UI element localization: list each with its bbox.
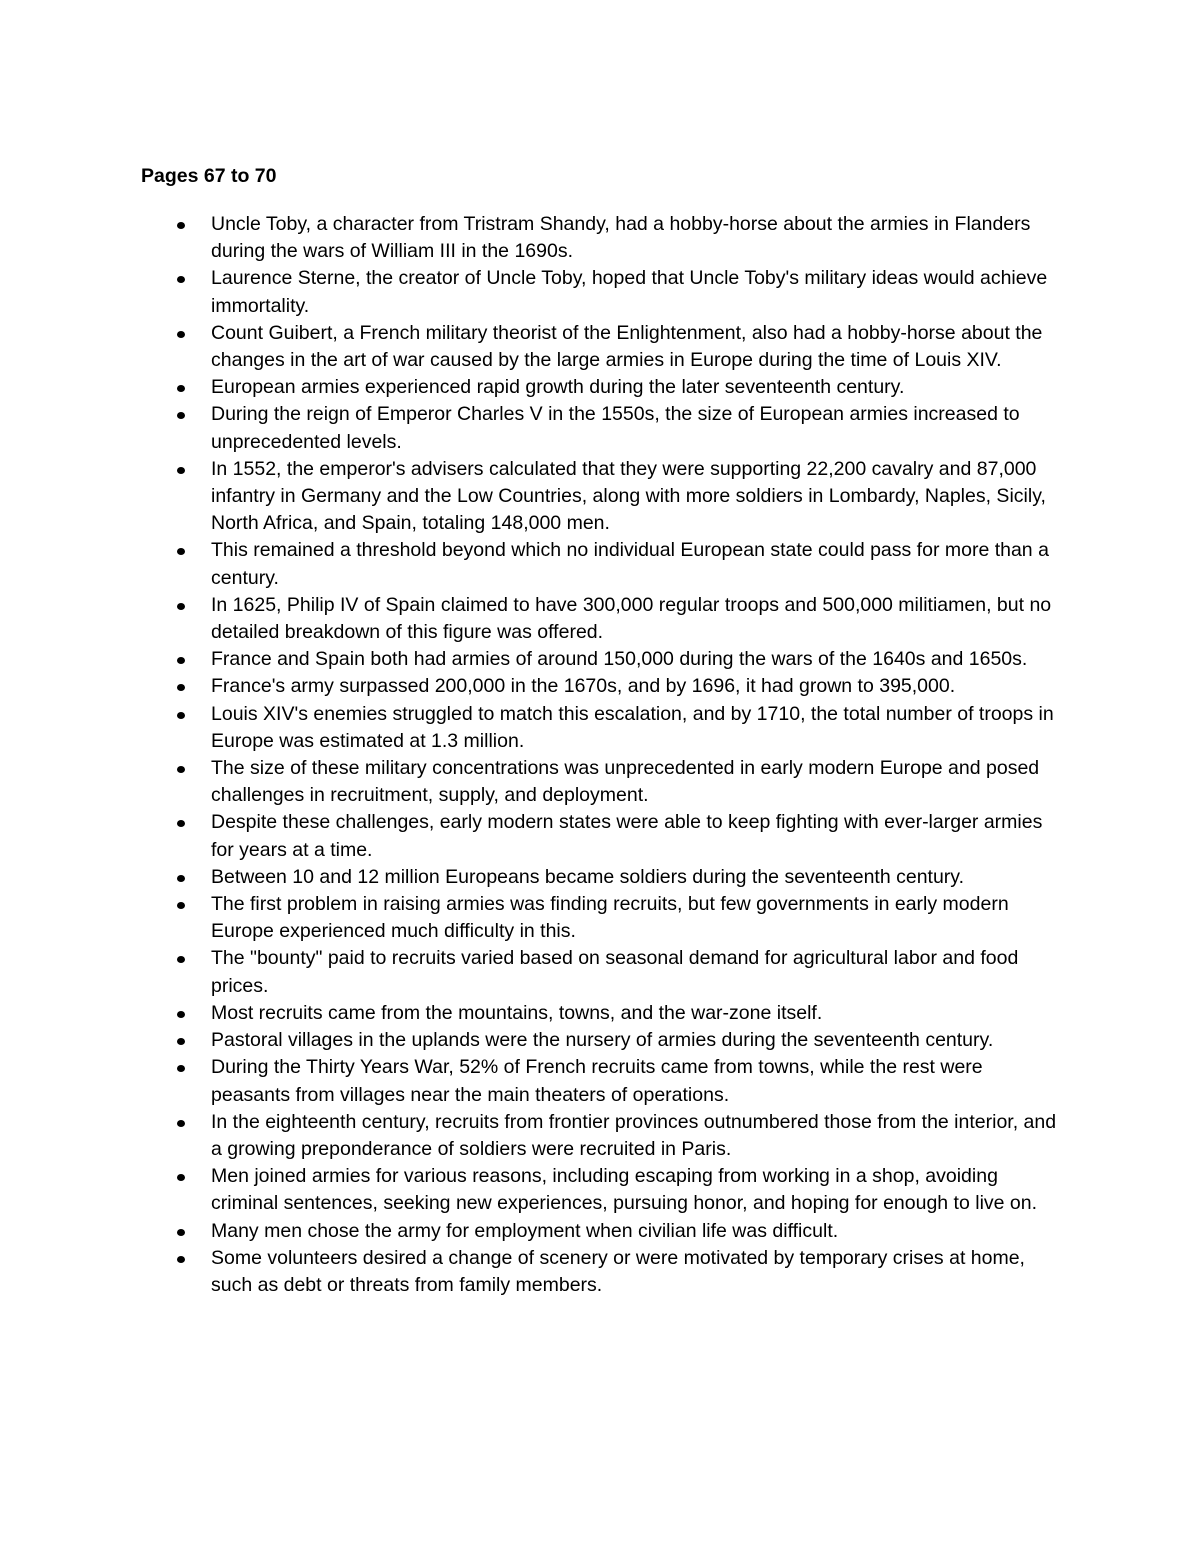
list-item-text: The "bounty" paid to recruits varied based on seasonal demand for agricultural labor and food prices. [211, 947, 1019, 997]
list-item [0, 1163, 1200, 1217]
bullet-icon [177, 1120, 185, 1127]
bullet-icon [177, 276, 185, 283]
list-item [0, 891, 1200, 945]
list-item-text: France's army surpassed 200,000 in the 1670s, and by 1696, it had grown to 395,000. [211, 675, 956, 698]
bullet-icon [177, 820, 185, 827]
list-item-text: During the Thirty Years War, 52% of French recruits came from towns, while the rest were peasants from villages near the main theaters of operations. [211, 1056, 983, 1106]
list-item-text: Louis XIV's enemies struggled to match this escalation, and by 1710, the total number of troops in Europe was estimated at 1.3 million. [211, 702, 1054, 752]
list-item [0, 1245, 1200, 1299]
list-item [0, 374, 1200, 401]
bullet-icon [177, 412, 185, 419]
page-heading: Pages 67 to 70 [141, 165, 277, 187]
list-item [0, 537, 1200, 591]
list-item-text: Pastoral villages in the uplands were the nursery of armies during the seventeenth century. [211, 1029, 994, 1052]
list-item-text: Count Guibert, a French military theorist of the Enlightenment, also had a hobby-horse about the changes in the art of war caused by the large armies in Europe during the time of Louis XIV. [211, 321, 1043, 372]
bullet-icon [177, 548, 185, 555]
list-item [0, 701, 1200, 755]
list-item [0, 265, 1200, 319]
bullet-icon [177, 875, 185, 882]
bullet-icon [177, 467, 185, 474]
bullet-icon [177, 385, 185, 392]
list-item-text: In 1552, the emperor's advisers calculated that they were supporting 22,200 cavalry and 87,000 infantry in Germany and the Low Countries, along with more soldiers in Lombardy, Naples, Sicily, North Africa, and Spain, totaling 148,000 men. [211, 457, 1046, 535]
list-item-text: In the eighteenth century, recruits from frontier provinces outnumbered those from the interior, and a growing preponderance of soldiers were recruited in Paris. [211, 1110, 1057, 1160]
bullet-icon [177, 766, 185, 773]
list-item-text: European armies experienced rapid growth during the later seventeenth century. [211, 376, 905, 399]
list-item-text: Uncle Toby, a character from Tristram Shandy, had a hobby-horse about the armies in Flanders during the wars of William III in the 1690s. [211, 213, 1031, 263]
list-item [0, 1054, 1200, 1108]
list-item [0, 456, 1200, 538]
list-item [0, 1027, 1200, 1054]
list-item [0, 755, 1200, 809]
bullet-icon [177, 1229, 185, 1236]
list-item [0, 864, 1200, 891]
bullet-icon [177, 222, 185, 229]
list-item-text: Despite these challenges, early modern states were able to keep fighting with ever-larger armies for years at a time. [211, 811, 1043, 861]
list-item [0, 1218, 1200, 1245]
bullet-icon [177, 1256, 185, 1263]
bullet-icon [177, 684, 185, 691]
list-item [0, 592, 1200, 646]
bullet-icon [177, 657, 185, 664]
list-item-text: During the reign of Emperor Charles V in the 1550s, the size of European armies increased to unprecedented levels. [211, 403, 1020, 453]
list-item [0, 809, 1200, 863]
bullet-icon [177, 1174, 185, 1181]
list-item [0, 945, 1200, 999]
bullet-icon [177, 1038, 185, 1045]
list-item [0, 401, 1200, 455]
list-item-text: This remained a threshold beyond which no individual European state could pass for more than a century. [211, 539, 1049, 589]
list-item [0, 1109, 1200, 1163]
list-item-text: France and Spain both had armies of around 150,000 during the wars of the 1640s and 1650s. [211, 648, 1028, 671]
bullet-list [0, 211, 1200, 1299]
bullet-icon [177, 331, 185, 338]
bullet-icon [177, 1065, 185, 1072]
list-item-text: Some volunteers desired a change of scenery or were motivated by temporary crises at home, such as debt or threats from family members. [211, 1246, 1025, 1296]
list-item-text: Many men chose the army for employment when civilian life was difficult. [211, 1219, 839, 1242]
list-item [0, 320, 1200, 374]
list-item-text: The size of these military concentrations was unprecedented in early modern Europe and posed challenges in recruitment, supply, and deployment. [211, 757, 1040, 807]
list-item-text: Laurence Sterne, the creator of Uncle Toby, hoped that Uncle Toby's military ideas would achieve immortality. [211, 267, 1048, 317]
list-item [0, 211, 1200, 265]
list-item [0, 673, 1200, 700]
list-item-text: In 1625, Philip IV of Spain claimed to have 300,000 regular troops and 500,000 militiamen, but no detailed breakdown of this figure was offered. [211, 593, 1052, 644]
list-item-text: Men joined armies for various reasons, including escaping from working in a shop, avoiding criminal sentences, seeking new experiences, pursuing honor, and hoping for enough to live on. [211, 1165, 1038, 1215]
list-item [0, 646, 1200, 673]
bullet-icon [177, 712, 185, 719]
list-item-text: Most recruits came from the mountains, towns, and the war-zone itself. [211, 1001, 823, 1024]
list-item [0, 1000, 1200, 1027]
list-item-text: The first problem in raising armies was finding recruits, but few governments in early modern Europe experienced much difficulty in this. [211, 893, 1009, 943]
bullet-icon [177, 956, 185, 963]
bullet-icon [177, 902, 185, 909]
bullet-icon [177, 603, 185, 610]
list-item-text: Between 10 and 12 million Europeans became soldiers during the seventeenth century. [211, 865, 965, 888]
bullet-icon [177, 1011, 185, 1018]
